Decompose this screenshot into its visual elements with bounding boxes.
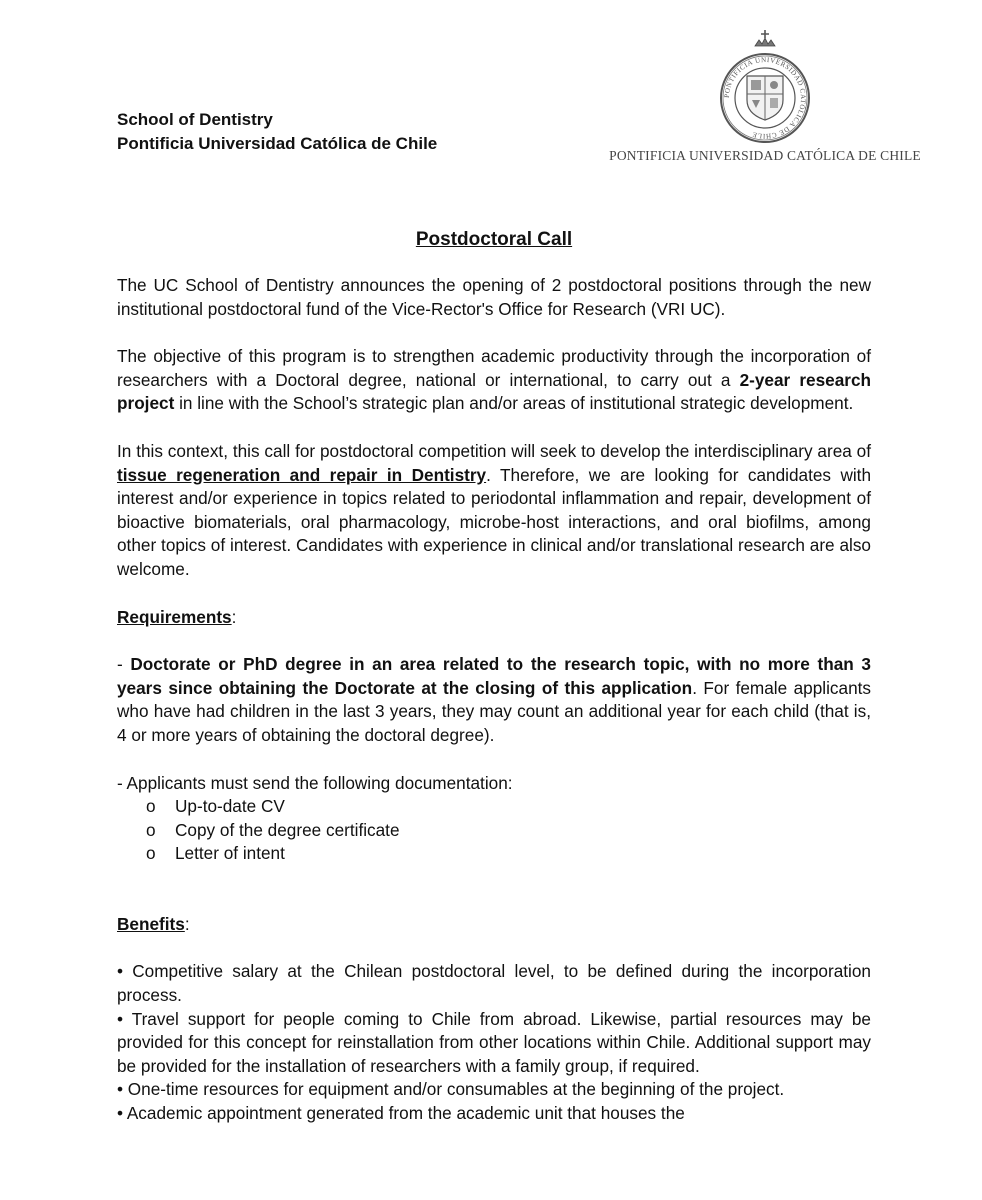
benefits-heading: Benefits: xyxy=(117,913,190,934)
benefits-list xyxy=(117,960,871,1125)
sender-block xyxy=(117,108,437,156)
project-duration-emphasis: 2-year research project xyxy=(117,369,872,414)
logo-caption: PONTIFICIA UNIVERSIDAD CATÓLICA DE CHILE xyxy=(609,148,921,163)
university-logo xyxy=(590,28,940,164)
requirement-documents: - Applicants must send the following documentation: xyxy=(117,772,513,793)
research-area-emphasis: tissue regeneration and repair in Dentistry xyxy=(117,464,487,485)
list-item: • Academic appointment generated from the academic unit that houses the xyxy=(117,1103,685,1124)
svg-text:PONTIFICIA UNIVERSIDAD CATÓLIC: PONTIFICIA UNIVERSIDAD CATÓLICA DE CHILE xyxy=(722,55,808,141)
intro-paragraph-1: The UC School of Dentistry announces the opening of 2 postdoctoral positions through the new institutional postdoctoral fund of the Vice-Rector's Office for Research (VRI UC). xyxy=(117,275,871,319)
school-name: School of Dentistry xyxy=(117,110,273,129)
list-item: o Letter of intent xyxy=(146,843,285,864)
university-name: Pontificia Universidad Católica de Chile xyxy=(117,134,438,153)
university-seal-icon xyxy=(719,28,811,146)
document-body xyxy=(117,226,871,1126)
list-item: o Copy of the degree certificate xyxy=(146,819,400,840)
requirement-degree: - Doctorate or PhD degree in an area related to the research topic, with no more than 3 years since obtaining the Doctorate at the closing of this application. For female applicants who have had children in the last 3 years, they may count an additional year for each child (that is, 4 or more years of obtaining the doctoral degree). xyxy=(117,654,871,745)
list-item: o Up-to-date CV xyxy=(146,796,285,817)
intro-paragraph-3: In this context, this call for postdoctoral competition will seek to develop the interdisciplinary area of tissue regeneration and repair in Dentistry. Therefore, we are looking for candidates with interest and/or experience in topics related to periodontal inflammation and repair, development of bioactive biomaterials, oral pharmacology, microbe-host interactions, and oral biofilms, among other topics of interest. Candidates with experience in clinical and/or translational research are also welcome. xyxy=(117,440,872,579)
list-item: • One-time resources for equipment and/or consumables at the beginning of the project. xyxy=(117,1079,785,1100)
requirements-heading: Requirements: xyxy=(117,606,237,627)
document-title: Postdoctoral Call xyxy=(415,229,573,250)
list-item: • Travel support for people coming to Chile from abroad. Likewise, partial resources may be provided for this concept for reinstallation from other locations within Chile. Additional support may be provided for the installation of researchers with a family group, if required. xyxy=(117,1008,871,1076)
list-item: • Competitive salary at the Chilean postdoctoral level, to be defined during the incorporation process. xyxy=(117,961,871,1006)
documents-list xyxy=(117,795,871,866)
intro-paragraph-2: The objective of this program is to strengthen academic productivity through the incorporation of researchers with a Doctoral degree, national or international, to carry out a 2-year research project in line with the School’s strategic plan and/or areas of institutional strategic development. xyxy=(117,346,872,414)
